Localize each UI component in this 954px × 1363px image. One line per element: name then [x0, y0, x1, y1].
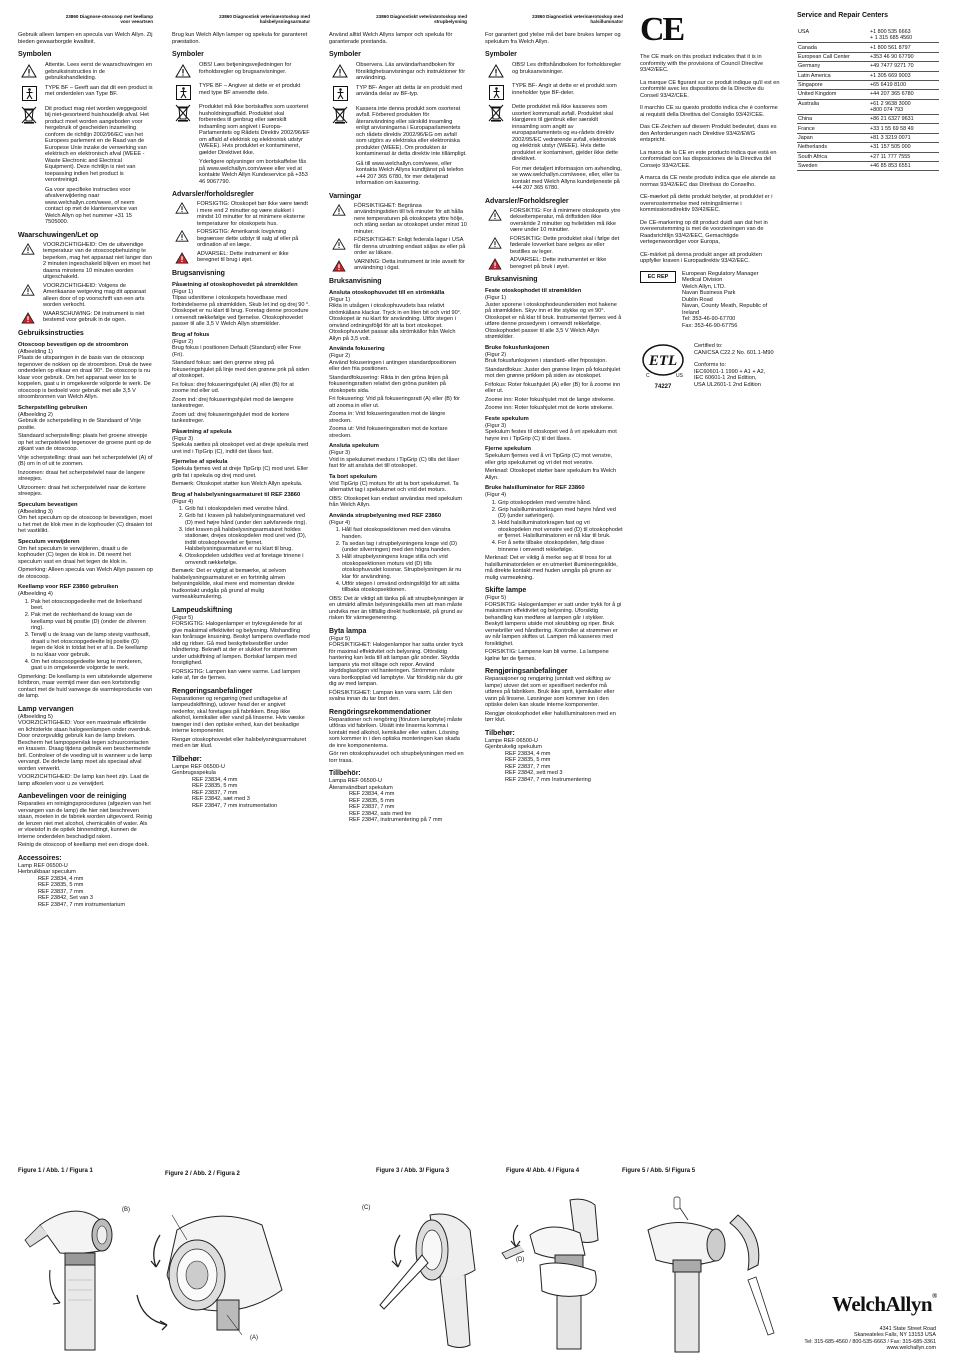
danger-triangle-icon	[172, 251, 192, 264]
specula-list: REF 23834, 4 mm REF 23835, 5 mm REF 23837, 7 mm REF 23842, sett med 3 REF 23847, 7 mm Instrumentering	[505, 750, 591, 783]
service-country: South Africa	[797, 152, 869, 161]
figure-3-caption: Figure 3 / Abb. 3/ Figura 3	[376, 1168, 450, 1174]
service-country: Latin America	[797, 71, 869, 80]
danger-triangle-icon	[485, 257, 505, 270]
weee-bin-icon	[172, 104, 194, 122]
service-phone: +353 46 90 67790	[869, 52, 939, 61]
ec-rep-icon: EC REP	[640, 271, 676, 283]
service-phone: +27 11 777 7555	[869, 152, 939, 161]
service-row	[797, 90, 939, 99]
service-row	[797, 99, 939, 114]
service-row	[797, 161, 939, 170]
warning-triangle-icon	[18, 242, 38, 255]
type-bf-icon	[18, 85, 40, 103]
service-country: Australia	[797, 99, 869, 114]
service-country: European Call Center	[797, 52, 869, 61]
service-country: United Kingdom	[797, 90, 869, 99]
figure-3-illustration	[362, 1195, 490, 1355]
service-row	[797, 71, 939, 80]
type-bf-icon	[172, 83, 194, 101]
service-phone: +1 305 669 9003	[869, 71, 939, 80]
service-country: France	[797, 124, 869, 133]
service-country: China	[797, 115, 869, 124]
service-phone: +81 3 3219 0071	[869, 133, 939, 142]
warning-triangle-icon	[18, 283, 38, 296]
figure-5-caption: Figure 5 / Abb. 5/ Figura 5	[622, 1168, 696, 1174]
service-country: Germany	[797, 62, 869, 71]
warnings-heading: Waarschuwingen/Let op	[18, 231, 99, 239]
svg-text:C: C	[646, 373, 650, 379]
service-row	[797, 43, 939, 52]
figure-2-illustration	[122, 1195, 292, 1355]
symbols-heading: Symbolen	[18, 51, 52, 58]
service-country: USA	[797, 28, 869, 43]
figure-1-illustration	[20, 1195, 130, 1355]
welch-allyn-logo: WelchAllyn®	[832, 1292, 937, 1316]
warning-triangle-icon	[329, 62, 351, 80]
type-bf-icon	[485, 83, 507, 101]
warning-triangle-icon	[485, 62, 507, 80]
weee-bin-icon	[18, 106, 40, 124]
column-header: 23860 Diagnostiskt veterinärotoskop med strupbelysning	[376, 14, 467, 25]
warning-triangle-icon	[329, 237, 349, 250]
warning-triangle-icon	[329, 203, 349, 216]
column-norwegian: 23860 Diagnostisk veterinærotoskop med halsilluminator For garantert god ytelse må det bare brukes lamper og spekulum fra Welch Allyn. Symboler OBS! Les driftshåndboken for forholdsregler og bruksanvisninger. TYPE BF- Angir at dette er et produkt som inneholder type BF-deler. Dette produktet må ikke kasseres som usortert kommunalt avfall. Produktet skal klargjøres til gjenbruk eller særskilt innsamling som angitt av europaparlamentets og eu-rådets direktiv 2002/95/EC vedrørende avfall, elektronisk og elektrisk utstyr (WEEE). Hvis dette produktet er kontaminert, gjelder ikke dette direktivet. For mer detaljert informasjon om avhending, se www.welchallyn.com/weee, eller, eller ta kontakt med Welch Allyns kundetjeneste på +44 207 365 6780. Advarsler/Forholdsregler FORSIKTIG: For å minimere otoskopets ytre dekseltemperatur, må driftstiden ikke overskride 2 minutter og hviletiden må ikke være under 10 minutter. FORSIKTIG: Dette produktet skal i følge det føderale lovverket bare selges av eller bestilles av leger. ADVARSEL: Dette instrumentet er ikke beregnet på bruk i øyet. Bruksanvisning Feste otoskophodet til strømkilden (Figur 1) Juster sporene i otoskophodeundersiden mot hakene på strømkilden. Skyv inn et lite stykke og vri 90°. Otoskopet er nå klar til bruk. Instrumentet fjernes ved å utføre denne prosedyren i omvendt rekkefølge. Otoskophodet passer til alle 3,5 V Welch Allyn strømkilder. Bruke fokusfunksjonen (Figur 2) Bruk fokusfunksjonen i standard- eller friposisjon. Standardfokus: Juster den grønne linjen på fokushjulet mot den grønne prikken på siden av otoskopet. Frifokus: Roter fokushjulet (A) eller (B) for å zoome inn eller ut. Zoome inn: Roter fokushjulet mot de lange strekene. Zoome inn: Roter fokushjulet mot de korte strekene. Feste spekulum (Figur 3) Spekulum festes til otoskopet ved å vri spekulum mot høyre inn i TipGrip (C) til det låses. Fjerne spekulum Spekulum fjernes ved å vri TipGrip (C) mot venstre, eller grip spekulumet og vri det mot venstre. Merknad: Otoskopet støtter bare spekulum fra Welch Allyn. Bruke halsilluminator for REF 23860 (Figur 4) 1. Grip otoskopdelen med venstre hånd. 2. Grip halsilluminatorkragen med høyre hånd ved (D) (under sølvringen). 3. Hold halsilluminatorkragen fast og vri otoskopdelen mot venstre ved (D) til otoskophodet er fjernet. Halsilluminatoren er nå klar til bruk. 4. For å sette tilbake otoskopdelen, følg disse trinnene i omvendt rekkefølge. Merknad: Det er viktig å merke seg at til tross for at halsilluminatordelen er en utmerket illumineringskilde, må direkte kontakt med huden unngås på grunn av mulig varmeøkning. Skifte lampe (Figur 5) FORSIKTIG: Halogenlamper er satt under trykk for å gi maksimum effektivitet og belysning. Uforsiktig behandling kan medføre at lampen går i stykker. Beskytt lampens utside mot skrubbing og riper. Bruk vernebriller ved håndtering. Kontroller at strømmen er av når lampen skiftes ut. Lampen må kasseres med forsiktighet. FORSIKTIG: Lampene kan bli varme. La lampene kjølne før de fjernes. Rengjøringsanbefalinger Reparasjoner og rengjøring (unntatt ved skifting av lampe) utover det som er spesifisert nedenfor må utføres på fabrikken. Bruk ikke sprit, kjemikalier eller vann på linsene. Løsninger som kommer inn i den optiske delen kan skade interne komponenter. Rengjør otoskophodet eller halsilluminatoren med en tørr klut. Tilbehør: Lampe REF 06500-U Gjenbrukelig spekulum REF 23834, 4 mm REF 23835, 5 mm REF 23837, 7 mm REF 23842, sett med 3 REF 23847, 7 mm Instrumentering	[485, 0, 623, 783]
column-ce-conformity: CE The CE mark on this product indicates that it is in conformity with the provisions of Council Directive 93/42/EEC. La marque CE figurant sur ce produit indique qu'il est en conformité avec les dispositions de la Directive du Conseil 93/42/CEE. Il marchio CE su questo prodotto indica che è conforme ai requisiti della Direttiva del Consiglio 93/42/CEE. Das CE-Zeichen auf diesem Produkt bedeutet, dass es den Anforderungen nach Direktive 93/42/EWG entspricht. La marca de la CE en este producto indica que está en conformidad con las disposiciones de la Directiva del Consejo 93/42/CEE. A marca da CE neste produto indica que ele atende as normas 93/42/EEC das Diretivas do Conselho. CE-mærket på dette produkt betyder, at produktet er i overensstemmelse med retningslinierne i kommissionsdirektiv 93/42/EEC. De CE-markering op dit product duidt aan dat het in overeenstemming is met de voorzieningen van de Raadsrichtlijn 93/42/EEC, Gemachtigde vertegenwoordiger voor Europa, CE-märket på denna produkt anger att produkten uppfyller kraven i Europadirektiv 93/42/EEC. EC REP European Regulatory Manager Medical Division Welch Allyn, LTD. Navan Business Park Dublin Road Navan, County Meath, Republic of Ireland Tel: 353-46-90-67700 Fax: 353-46-90-67756 ETL C US 74227 Certified to: CAN/CSA C22.2 No. 601.1-M90 Conforms to: IEC60601-1 1990 + A1 + A2, IEC 60601-1 2nd Edition, USA UL2601-1 2nd Edition	[640, 11, 780, 390]
danger-triangle-icon	[329, 259, 349, 272]
service-title: Service and Repair Centers	[797, 12, 889, 19]
warning-triangle-icon	[172, 201, 192, 214]
intro-text: Gebruik alleen lampen en specula van Welch Allyn. Zij bieden gewaarborgde kwaliteit.	[18, 32, 153, 45]
service-phone: +33 1 55 69 58 49	[869, 124, 939, 133]
service-country: Japan	[797, 133, 869, 142]
column-service-centers	[797, 11, 942, 171]
figure-4-illustration	[500, 1195, 620, 1355]
label-c: (C)	[362, 1205, 371, 1211]
specula-list: REF 23834, 4 mm REF 23835, 5 mm REF 23837, 7 mm REF 23842, Set van 3 REF 23847, 7 mm instrumentarium	[38, 875, 126, 908]
service-row	[797, 143, 939, 152]
warning-triangle-icon	[485, 236, 505, 249]
service-row	[797, 80, 939, 89]
specula-list: REF 23834, 4 mm REF 23835, 5 mm REF 23837, 7 mm REF 23842, sæt med 3 REF 23847, 7 mm instrumentation	[192, 776, 278, 809]
specula-list: REF 23834, 4 mm REF 23835, 5 mm REF 23837, 7 mm REF 23842, sats med tre REF 23847, instrumentering på 7 mm	[349, 791, 443, 824]
service-row	[797, 124, 939, 133]
column-header: 23860 Diagnose-otoscoop met keellamp voor veeartsen	[65, 14, 153, 25]
label-d: (D)	[516, 1257, 525, 1263]
figure-2-caption: Figure 2 / Abb. 2 / Figura 2	[165, 1171, 240, 1177]
service-phone: +49 7477 9271 70	[869, 62, 939, 71]
figure-4-caption: Figure 4/ Abb. 4 / Figura 4	[506, 1168, 580, 1174]
service-phone: +31 157 505 000	[869, 143, 939, 152]
svg-text:ETL: ETL	[648, 353, 678, 369]
ce-mark-icon: CE	[640, 11, 684, 48]
figure-5-illustration	[628, 1195, 778, 1355]
warning-triangle-icon	[172, 62, 194, 80]
column-header: 23860 Diagnostisk veterinærotoskop med halsilluminator	[532, 14, 623, 25]
service-country: Singapore	[797, 80, 869, 89]
service-row	[797, 152, 939, 161]
weee-bin-icon	[485, 104, 507, 122]
column-swedish: 23860 Diagnostiskt veterinärotoskop med strupbelysning Använd alltid Welch Allyns lampor och spekula för garanterade prestanda. Symboler Observera. Läs användarhandboken för försiktighetsanvisningar och instruktioner för användning. TYP BF- Anger att detta är en produkt med använda delar av BF-typ. Kassera inte denna produkt som osorterat avfall. Förbered produkten för återanvändning eller särskild insamling enligt anvisningarna i Europaparlamentets och rådets direktiv 2002/96/EG om avfall som utgörs av elektriska eller elektroniska produkter (WEEE). Om produkten är kontaminerad är detta direktiv inte tillämpligt. Gå till www.welchallyn.com/weee, eller kontakta Welch Allyns kundtjänst på telefon +44 207 365 6780, för mer detaljerad information om kassering. Varningar FÖRSIKTIGHET: Begränsa användningstiden till två minuter för att hålla nere temperaturen på otoskopets yttre hölje, och stäng sedan av otoskopet under minst 10 minuter. FÖRSIKTIGHET: Enligt federala lagar i USA får denna utrustning endast säljas av eller på order av läkare. VARNING: Detta instrument är inte avsett för användning i ögat. Bruksanvisning Ansluta otoskophuvudet till en strömkälla (Figur 1) Rikta in utsågen i otoskophuvudets bas relativt strömkällans klackar. Tryck in en liten bit och vrid 90°. Otoskopet är nu klart för användning. Utför stegen i omvänd ordningsföljd för att ta bort otoskopet. Otoskophuvudet passar alla strömkällor från Welch Allyn på 3,5 volt. Använda fokusering (Figur 2) Använd fokuseringen i antingen standardpositionen eller den fria positionen. Standardfokusering: Rikta in den gröna linjen på fokuseringsratten relativt den gröna punkten på otoskopets sida. Fri fokusering: Vrid på fokuseringsratt (A) eller (B) för att zooma in eller ut. Zooma in: Vrid fokuseringsratten mot de längre strecken. Zooma ut: Vrid fokuseringsratten mot de kortare strecken. Ansluta spekulum (Figur 3) Vrid in spekulumet medurs i TipGrip (C) tills det låser fast för att ansluta det till otoskopet. Ta bort spekulum Vrid TipGrip (C) moturs för att ta bort spekulumet. Ta alternativt tag i spekulumet och vrid det moturs. OBS: Otoskopet kan endast användas med spekulum från Welch Allyn. Använda strupbelysning med REF 23860 (Figur 4) 1. Håll fast otoskopsektionen med den vänstra handen. 2. Ta sedan tag i strupbelysningens krage vid (D) (under silverringen) med den högra handen. 3. Håll strupbelysningens krage stilla och vrid otoskopsektionen moturs vid (D) tills otoskophuvudet lossnar. Strupbelysningen är nu klar för användning. 4. Utför stegen i omvänd ordningsföljd för att sätta tillbaka otoskopsektionen. OBS: Det är viktigt att tänka på att strupbelysningen är en utmärkt allmän belysningskälla men att man måste undvika mer än tillfällig direkt hudkontakt, på grund av risken för värmegenerering. Byta lampa (Figur 5) FÖRSIKTIGHET: Halogenlampor har satta under tryck för maximal effektivitet och belysning. Oförsiktig hantering kan leda till att lampan går sönder. Skydda lampans yta mot slitage och repor. Använd skyddsglasögon vid hanteringen. Strömmen måste vara bortkopplad vid lampbyte. Var försiktig när du gör dig av med lampan. FÖRSIKTIGHET: Lampan kan vara varm. Låt den svalna innan du tar bort den. Rengöringsrekommendationer Reparationer och rengöring (förutom lampbyte) måste utföras vid fabriken. Utsätt inte linserna komma i kontakt med alkohol, kemikalier eller vatten. Lösning som kommer in i den optiska monteringen kan skada de inre komponenterna. Gör ren otoskophuvudet och strupbelysningen med en torr trasa. Tillbehör: Lampa REF 06500-U Återanvändbart spekulum REF 23834, 4 mm REF 23835, 5 mm REF 23837, 7 mm REF 23842, sats med tre REF 23847, instrumentering på 7 mm	[329, 0, 467, 824]
service-row	[797, 52, 939, 61]
steps-list: 1. Pak het otoscoopgedeelte met de linkerhand beet. 2. Pak met de rechterhand de kraag van de keellamp vast bij positie (D) (onder de zilveren ring). 3. Terwijl u de kraag van de lamp stevig vasthoudt, draait u het otoscoopgedeelte bij positie (D) tegen de klok in totdat het er af is. De keellamp is nu klaar voor gebruik. 4. Om het otoscoopgedeelte terug te monteren, gaat u in omgekeerde volgorde te werk.	[18, 599, 153, 672]
column-header: 23860 Diagnostisk veterinærotoskop med halsbelysningsarmatur	[219, 14, 310, 25]
column-danish: 23860 Diagnostisk veterinærotoskop med halsbelysningsarmatur Brug kun Welch Allyn lamper og spekula for garanteret præstation. Symboler OBS! Læs betjeningsvejledningen for forholdsregler og brugsanvisninger. TYPE BF – Angiver at dette er et produkt med type BF anvendte dele. Produktet må ikke bortskaffes som usorteret husholdningsaffald. Produktet skal forberedes til genbrug eller særskilt indsamling som angivet i Europa-Parlamentets og Rådets Direktiv 2002/96/EF om affald af elektrisk og elektronisk udstyr (WEEE). Hvis produktet er kontamineret, gælder Direktivet ikke. Yderligere oplysninger om bortskaffelse fås på www.welchallyn.com/weee eller ved at kontakte Welch Allyn Kundeservice på +353 46 9067790. Advarsler/forholdsregler FORSIGTIG: Otoskopet bør ikke være tændt i mere end 2 minutter og være slukket i mindst 10 minutter for at minimere eksterne temperaturer for otoskopets hus. FORSIGTIG: Amerikansk lovgivning begrænser dette udstyr til salg af eller på ordination af en læge. ADVARSEL: Dette instrument er ikke beregnet til brug i øjet. Brugsanvisning Påsætning af otoskophovedet på strømkilden (Figur 1) Tilpas udsnittene i otoskopets hovedbase med forbindelserne på strømkilden. Skub let ind og drej 90 °. Otoskopet er nu klart til brug. Foretag denne procedure i omvendt rækkefølge ved fjernelse. Otoskophovedet passer til alle 3,5 V Welch Allyn strømkilder. Brug af fokus (Figur 2) Brug fokus i positionen Default (Standard) eller Free (Fri). Standard fokus: sæt den grønne streg på fokuseringshjulet på linje med den grønne prik på siden af otoskopet. Fri fokus: drej fokuseringshjulet (A) eller (B) for at zoome ind eller ud. Zoom ind: drej fokuseringshjulet mod de længere tankestreger. Zoom ud: drej fokuseringshjulet mod de kortere tankestreger. Påsætning af spekula (Figur 3) Spekula sættes på otoskopet ved at dreje spekula med uret ind i TipGrip (C), indtil det låses fast. Fjernelse af spekula Spekula fjernes ved at dreje TipGrip (C) mod uret. Eller grib fat i spekula og drej mod uret. Bemærk: Otoskopet støtter kun Welch Allyn spekula. Brug af halsbelysningsarmaturet til REF 23860 (Figur 4) 1. Grib fat i otoskopdelen med venstre hånd. 2. Grib fat i kraven på halsbelysningsarmaturet ved (D) med højre hånd (under den sølvfarvede ring). 3. Idet kraven på halsbelysningsarmaturet holdes stationær, drejes otoskopdelen mod uret ved (D), indtil otoskophovedet er fjernet. Halsbelysningsarmaturet er nu klart til brug. 4. Otoskopdelen udskiftes ved at foretage trinene i omvendt rækkefølge. Bemærk: Det er vigtigt at bemærke, at selvom halsbelysningsarmaturet er en fortrinlig almen belysningskilde, skal mere end momentan direkte hudkontakt undgås på grund af mulig varmeakkumulering. Lampeudskiftning (Figur 5) FORSIGTIG: Halogenlamper er trykregulerede for at give maksimal effektivitet og belysning. Mishandling kan forårsage knusning. Beskyt lampens overflade mod slid og ridser. Gå med beskyttelsesbriller under håndtering. Bekræft at der er slukket for strømmen under udskiftning af lampen. Bortskaf lampen med forsigtighed. FORSIGTIG: Lampen kan være varme. Lad lampen køle af, før de fjernes. Rengøringsanbefalinger Reparationer og rengøring (med undtagelse af lampeudskiftning), udover hvad der er angivet nedenfor, skal foretages på fabrikken. Brug ikke alkohol, kemikalier eller vand på linserne. Hvis væske trænger ind i den optiske enhed, kan det beskadige interne komponenter. Rengør otoskophovedet eller halsbelysningsarmaturet med en tør klud. Tilbehør: Lampe REF 06500-U Genbrugsspekula REF 23834, 4 mm REF 23835, 5 mm REF 23837, 7 mm REF 23842, sæt med 3 REF 23847, 7 mm instrumentation	[172, 0, 310, 809]
service-row	[797, 62, 939, 71]
weee-bin-icon	[329, 106, 351, 124]
service-country: Canada	[797, 43, 869, 52]
steps-list: 1. Grib fat i otoskopdelen med venstre hånd. 2. Grib fat i kraven på halsbelysningsarmaturet ved (D) med højre hånd (under den sølvfarvede ring). 3. Idet kraven på halsbelysningsarmaturet holdes stationær, drejes otoskopdelen mod uret ved (D), indtil otoskophovedet er fjernet. Halsbelysningsarmaturet er nu klart til brug. 4. Otoskopdelen udskiftes ved at foretage trinene i omvendt rækkefølge.	[172, 506, 310, 566]
warning-triangle-icon	[485, 208, 505, 221]
column-dutch: 23860 Diagnose-otoscoop met keellamp voor veeartsen Gebruik alleen lampen en specula van Welch Allyn. Zij bieden gewaarborgde kwaliteit. Symbolen Attentie. Lees eerst de waarschuwingen en gebruiksinstructies in de gebruikshandleiding. TYPE BF – Geeft aan dat dit een product is met onderdelen van Type BF. Dit product mag niet worden weggegooid bij niet-gesorteerd huishoudelijk afval. Het product moet worden aangeboden voor hergebruik of gescheiden inzameling conform de richtlijn 2002/96/EC van het Europees parlement en de Raad van de Europese Unie inzake de verwerking van elektrisch en elektronisch afval (WEEE - Waste Electronic and Electrical Equipment). Deze richtlijn is niet van toepassing indien het product is verontreinigd. Ga voor specifieke instructies voor afvalverwijdering naar www.welchallyn.com/weee, of neem contact op met de klantenservice van Welch Allyn op het nummer +31 15 7505000. Waarschuwingen/Let op VOORZICHTIGHEID: Om de uitwendige temperatuur van de otoscoopbehuizing te beperken, mag het apparaat niet langer dan 2 minuten ingeschakeld blijven en moet het daarna minstens 10 minuten worden uitgeschakeld. VOORZICHTIGHEID: Volgens de Amerikaanse wetgeving mag dit apparaat alleen door of op voorschrift van een arts worden verkocht. WAARSCHUWING: Dit instrument is niet bestemd voor gebruik in de ogen. Gebruiksinstructies Otoscoop bevestigen op de stroombron (Afbeelding 1) Plaats de uitsparingen in de basis van de otoscoop tegenover de nokken op de stroombron. Druk de twee onderdelen op elkaar en draai 90°. De otoscoop is nu klaar voor gebruik. Om het apparaat weer los te koppelen, gaat u in omgekeerde volgorde te werk. De otoscoop is bedoeld voor gebruik met alle 3,5 V stroombronnen van Welch Allyn. Scherpstelling gebruiken (Afbeelding 2) Gebruik de scherpstelling in de Standaard of Vrije positie. Standaard scherpstelling: plaats het groene streepje op het scherpstelwiel tegenover de groene punt op de zijkant van de otoscoop. Vrije scherpstelling: draai aan het scherpstelwiel (A) of (B) om in of uit te zoomen. Inzoomen: draai het scherpstelwiel naar de langere streepjes. Uitzoomen: draai het scherpstelwiel naar de kortere streepjes. Speculum bevestigen (Afbeelding 3) Om het speculum op de otoscoop te bevestigen, moet u het met de klok mee in de kophouder (C) draaien tot het vastklikt. Speculum verwijderen Om het speculum te verwijderen, draait u de kophouder (C) tegen de klok in. Dit neemt het speculum vast en draai het tegen de klok in. Opmerking: Alleen specula van Welch Allyn passen op de otoscoop. Keellamp voor REF 23860 gebruiken (Afbeelding 4) 1. Pak het otoscoopgedeelte met de linkerhand beet. 2. Pak met de rechterhand de kraag van de keellamp vast bij positie (D) (onder de zilveren ring). 3. Terwijl u de kraag van de lamp stevig vasthoudt, draait u het otoscoopgedeelte bij positie (D) tegen de klok in totdat het er af is. De keellamp is nu klaar voor gebruik. 4. Om het otoscoopgedeelte terug te monteren, gaat u in omgekeerde volgorde te werk. Opmerking: De keellamp is een uitstekende algemene lichtbron, maar vermijd meer dan een kortstondig contact met de huid vanwege de warmteproductie van de lamp. Lamp vervangen (Afbeelding 5) VOORZICHTIGHEID: Voor een maximale efficiëntie en lichtsterkte staan halogeenlampen onder overdruk. Door onzorgvuldig gebruik kan de lamp breken. Bescherm het lampoppervlak tegen schuurcontacten en krassen. Draag tijdens gebruik een beschermende bril. Controleer of de voeding uit is wanneer u de lamp vervangt. De defecte lamp moet als speciaal afval worden verwerkt. VOORZICHTIGHEID: De lamp kan heet zijn. Laat de lamp afkoelen voor u ze verwijdert. Aanbevelingen voor de reiniging Reparaties en reinigingsprocedures (afgezien van het vervangen van de lamp) die hier niet beschreven staan, moeten in de fabriek worden uitgevoerd. Reinig de lenzen niet met alcohol, chemicaliën of water. Als er vloeistof in de optiek binnendringt, kunnen de interne onderdelen beschadigd raken. Reinig de otoscoop of keellamp met een droge doek. Accessoires: Lamp REF 06500-U Herbruikbaar speculum REF 23834, 4 mm REF 23835, 5 mm REF 23837, 7 mm REF 23842, Set van 3 REF 23847, 7 mm instrumentarium	[18, 0, 153, 908]
instructions-heading: Gebruiksinstructies	[18, 329, 84, 337]
warning-triangle-icon	[172, 229, 192, 242]
service-phone: +86 21 6327 9631	[869, 115, 939, 124]
service-table	[797, 28, 939, 171]
steps-list: 1. Håll fast otoskopsektionen med den vänstra handen. 2. Ta sedan tag i strupbelysningens krage vid (D) (under silverringen) med den högra handen. 3. Håll strupbelysningens krage stilla och vrid otoskopsektionen moturs vid (D) tills otoskophuvudet lossnar. Strupbelysningen är nu klar för användning. 4. Utför stegen i omvänd ordningsföljd för att sätta tillbaka otoskopsektionen.	[329, 527, 467, 594]
type-bf-icon	[329, 85, 351, 103]
service-phone: +61 2 9638 3000 +800 074 793	[869, 99, 939, 114]
warning-triangle-icon	[18, 62, 40, 80]
danger-triangle-icon	[18, 311, 38, 324]
figure-1-caption: Figure 1 / Abb. 1 / Figura 1	[18, 1168, 93, 1174]
label-a: (A)	[250, 1335, 258, 1341]
service-row	[797, 115, 939, 124]
service-phone: +44 207 365 6780	[869, 90, 939, 99]
service-country: Sweden	[797, 161, 869, 170]
company-address: 4341 State Street Road Skaneateles Falls, NY 13153 USA Tel: 315-685-4560 / 800-535-6663 / Fax: 315-685-3361 www.welchallyn.com	[804, 1326, 936, 1352]
label-b: (B)	[122, 1207, 130, 1213]
ec-representative: European Regulatory Manager Medical Division Welch Allyn, LTD. Navan Business Park Dublin Road Navan, County Meath, Republic of Ireland Tel: 353-46-90-67700 Fax: 353-46-90-67756	[682, 270, 768, 329]
service-country: Netherlands	[797, 143, 869, 152]
service-phone: +1 800 561 8797	[869, 43, 939, 52]
service-phone: +46 85 853 6551	[869, 161, 939, 170]
service-phone: +1 800 535 6663 + 1 315 685 4560	[869, 28, 939, 43]
svg-text:US: US	[676, 373, 683, 379]
service-row	[797, 28, 939, 43]
etl-listed-mark-icon: ETL C US 74227	[640, 343, 686, 390]
service-row	[797, 133, 939, 142]
steps-list: 1. Grip otoskopdelen med venstre hånd. 2. Grip halsilluminatorkragen med høyre hånd ved (D) (under sølvringen). 3. Hold halsilluminatorkragen fast og vri otoskopdelen mot venstre ved (D) til otoskophodet er fjernet. Halsilluminatoren er nå klar til bruk. 4. For å sette tilbake otoskopdelen, følg disse trinnene i omvendt rekkefølge.	[485, 500, 623, 554]
service-phone: +65 6419 8100	[869, 80, 939, 89]
certifications: Certified to: CAN/CSA C22.2 No. 601.1-M90 Conforms to: IEC60601-1 1990 + A1 + A2, IEC 60601-1 2nd Edition, USA UL2601-1 2nd Edition	[694, 343, 774, 388]
